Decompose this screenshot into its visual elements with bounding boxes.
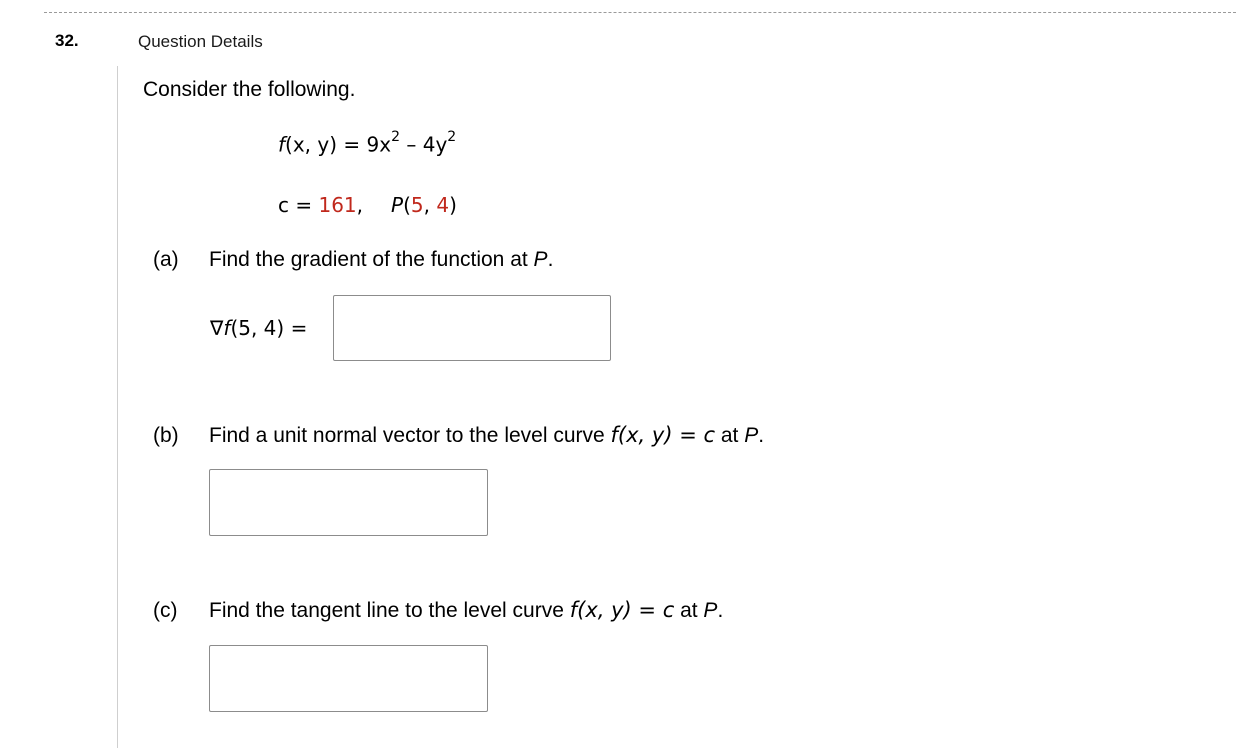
part-a-text: Find the gradient of the function at — [209, 248, 534, 271]
gradient-function: f — [223, 316, 231, 340]
point-open-paren: ( — [403, 193, 411, 217]
question-intro: Consider the following. — [143, 78, 356, 101]
function-exponent-1: 2 — [391, 129, 401, 145]
part-c-fxy: f(x, y) — [569, 598, 632, 622]
part-b-fxy: f(x, y) — [610, 423, 673, 447]
c-equals: = — [289, 193, 319, 217]
question-number: 32. — [55, 31, 79, 50]
point-y-value: 4 — [436, 193, 450, 217]
part-b-c: c — [703, 423, 716, 447]
function-exponent-2: 2 — [447, 129, 457, 145]
gradient-answer-input[interactable] — [333, 295, 611, 361]
part-b-text: Find a unit normal vector to the level curve — [209, 424, 611, 447]
gradient-args: (5, 4) — [230, 316, 285, 340]
point-separator: , — [423, 193, 437, 217]
part-c-equals: = — [631, 598, 663, 622]
part-a-period: . — [547, 248, 554, 271]
point-close-paren: ) — [449, 193, 457, 217]
part-a-prompt — [153, 248, 553, 272]
part-c-at: at — [674, 599, 704, 622]
part-c-label: (c) — [153, 599, 178, 622]
constant-and-point — [278, 193, 457, 217]
part-c-prompt — [153, 598, 723, 623]
question-details-label: Question Details — [138, 32, 263, 51]
part-c-text: Find the tangent line to the level curve — [209, 599, 570, 622]
part-b-period: . — [758, 424, 765, 447]
part-b-at: at — [715, 424, 745, 447]
function-second-term: – 4y — [400, 132, 448, 157]
question-left-border — [117, 66, 118, 748]
c-label: c — [278, 193, 289, 217]
tangent-line-answer-input[interactable] — [209, 645, 488, 712]
unit-normal-answer-input[interactable] — [209, 469, 488, 536]
part-c-point: P — [703, 599, 718, 622]
part-c-period: . — [717, 599, 724, 622]
part-a-label: (a) — [153, 248, 179, 271]
function-name: f — [278, 132, 286, 157]
c-comma: , — [356, 193, 364, 217]
part-b-equals: = — [672, 423, 704, 447]
part-b-label: (b) — [153, 424, 179, 447]
gradient-label — [210, 316, 307, 340]
point-label: P — [391, 193, 404, 217]
part-a-point: P — [533, 248, 548, 271]
function-args: (x, y) — [285, 132, 338, 157]
function-first-term: = 9x — [337, 132, 392, 157]
part-c-c: c — [662, 598, 675, 622]
function-equation — [278, 129, 457, 157]
part-b-prompt — [153, 423, 764, 448]
part-b-point: P — [744, 424, 759, 447]
nabla-symbol: ∇ — [210, 316, 224, 340]
question-separator — [44, 12, 1236, 13]
c-value: 161 — [318, 193, 357, 217]
point-x-value: 5 — [410, 193, 424, 217]
gradient-equals: = — [284, 316, 308, 340]
